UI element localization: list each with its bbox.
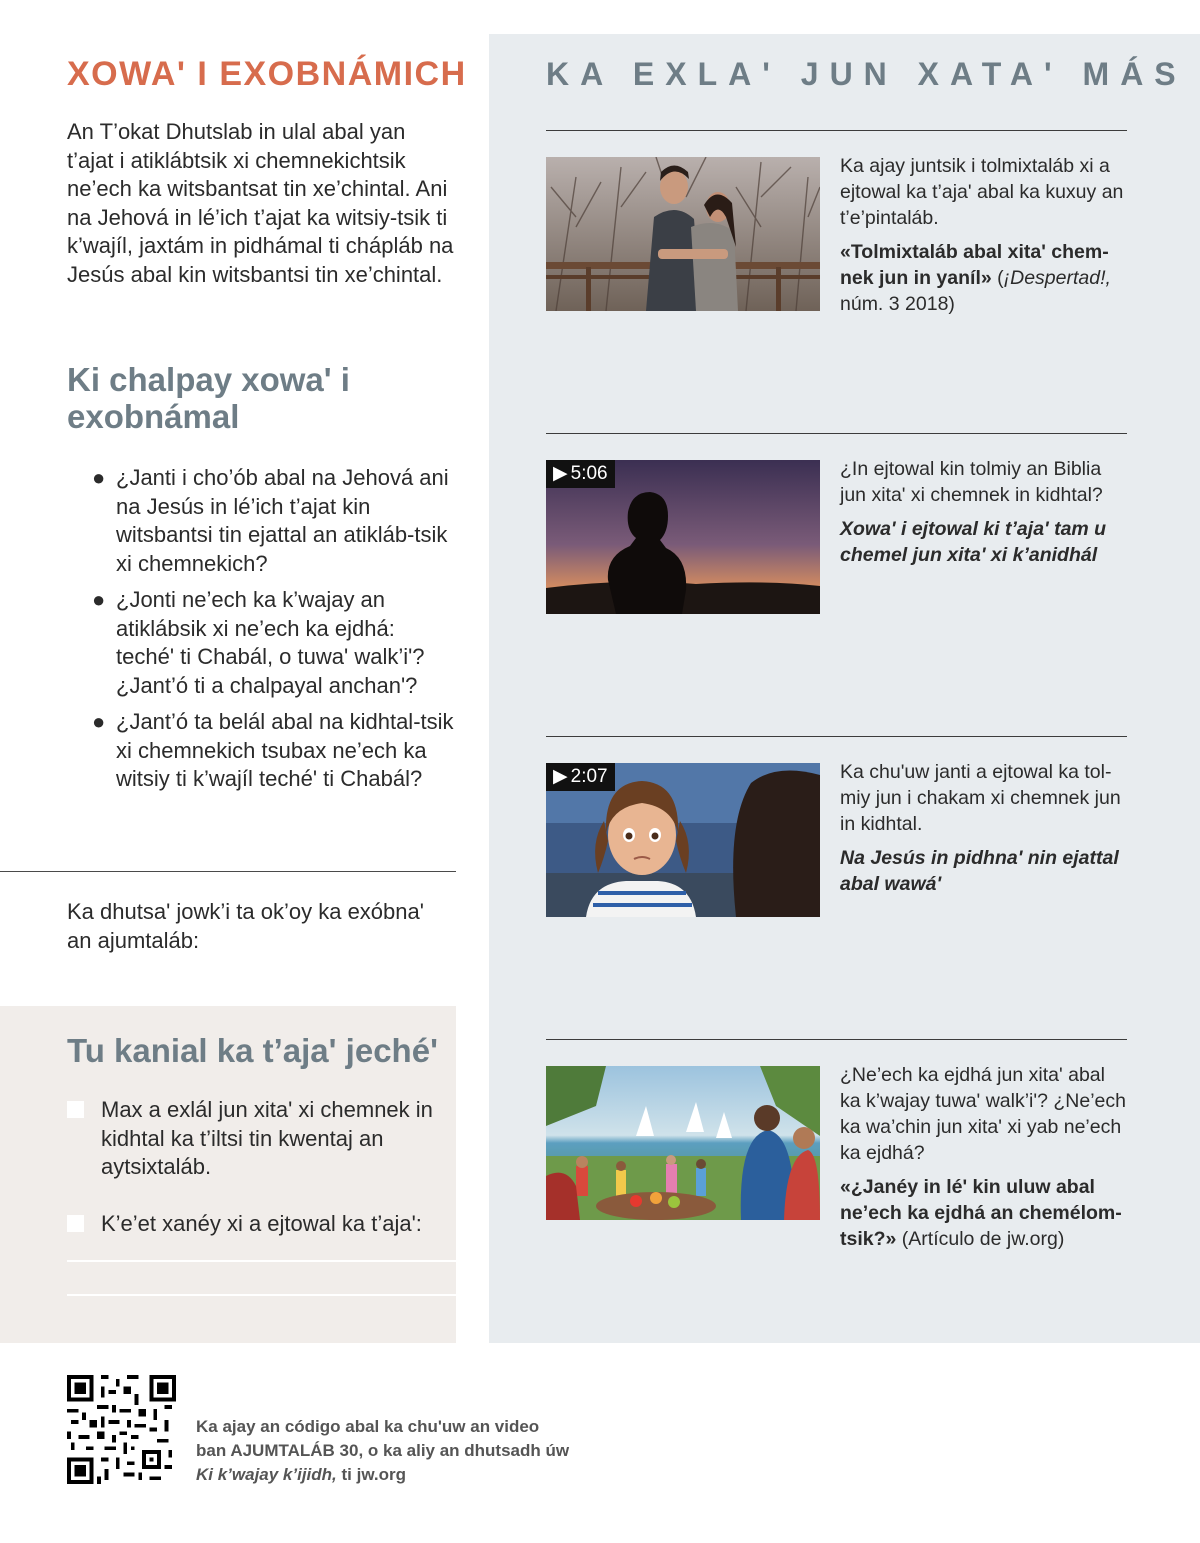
checkbox[interactable]	[67, 1215, 84, 1232]
review-question: ● ¿Janti i cho’ób abal na Jehová ani na Jesús in lé’ich t’ajat kin witsbantsi tin ejattal an atikláb-tsik xi chemnekich?	[92, 465, 449, 576]
lesson-title: XOWA' I EXOBNÁMICH	[67, 55, 467, 93]
video-duration-badge: ▶ 2:07	[546, 763, 615, 791]
video-duration-badge: ▶ 5:06	[546, 460, 615, 488]
review-question: ● ¿Jant’ó ta belál abal na kidhtal-tsik xi chemnekich tsubax ne’ech ka witsiy ti k’wajíl teché' ti Chabál?	[92, 709, 454, 791]
item-4-text: ¿Ne’ech ka ejdhá jun xita' abal ka k’wajay tuwa' walk’i'? ¿Ne’ech ka wa’chin jun xita' xi yab ne’ech ka ejdhá?	[840, 1064, 1126, 1164]
item-1-reference[interactable]: «Tolmixtaláb abal xita' chem-nek jun in yaníl» (¡Despertad!, núm. 3 2018)	[840, 241, 1111, 315]
bullet-icon: ●	[92, 465, 106, 490]
review-heading: Ki chalpay xowa' i exobnámal	[67, 361, 350, 435]
item-3-text: Ka chu'uw janti a ejtowal ka tol-miy jun i chakam xi chemnek jun in kidhtal.	[840, 761, 1121, 835]
play-icon: ▶	[553, 463, 568, 484]
item-3-desc	[840, 759, 1130, 897]
challenge-item[interactable]	[67, 1210, 447, 1239]
challenge-item-text: K’e’et xanéy xi a ejtowal ka t’aja':	[101, 1211, 422, 1236]
item-1-text: Ka ajay juntsik i tolmixtaláb xi a ejtowal ka t’aja' abal ka kuxuy an t’e’pintaláb.	[840, 155, 1124, 229]
item-2-desc	[840, 456, 1130, 568]
play-icon: ▶	[553, 766, 568, 787]
item-4-desc	[840, 1062, 1130, 1252]
qr-code[interactable]	[67, 1375, 176, 1484]
write-line	[67, 1260, 456, 1262]
item-rule	[546, 433, 1127, 434]
review-questions	[92, 464, 457, 802]
item-4-reference[interactable]: «¿Janéy in lé' kin uluw abal ne’ech ka ejdhá an chemélom-tsik?» (Artículo de jw.org)	[840, 1176, 1122, 1250]
section-divider	[0, 871, 456, 872]
challenge-title: Tu kanial ka t’aja' jeché'	[67, 1032, 438, 1069]
item-1-ref-title[interactable]: «Tolmixtaláb abal xita' chem-nek jun in yaníl»	[840, 241, 1109, 289]
paradise-illustration[interactable]	[546, 1066, 820, 1220]
couple-photo[interactable]	[546, 157, 820, 311]
related-title: KA EXLA' JUN XATA' MÁS	[546, 56, 1187, 92]
video-thumbnail-sunset[interactable]	[546, 460, 820, 614]
footer-instructions: Ka ajay an código abal ka chu'uw an video ban AJUMTALÁB 30, o ka aliy an dhutsadh úw Ki k’wajay k’ijidh, ti jw.org	[196, 1417, 570, 1484]
item-2-ref-title[interactable]: Xowa' i ejtowal ki t’aja' tam u chemel jun xita' xi k’anidhál	[840, 518, 1107, 566]
item-rule	[546, 130, 1127, 131]
item-2-text: ¿In ejtowal kin tolmiy an Biblia jun xita' xi chemnek in kidhtal?	[840, 458, 1103, 506]
bullet-icon: ●	[92, 587, 106, 612]
video-thumbnail-girl[interactable]	[546, 763, 820, 917]
challenge-item[interactable]	[67, 1096, 447, 1182]
item-4-ref-title[interactable]: «¿Janéy in lé' kin uluw abal ne’ech ka ejdhá an chemélom-tsik?»	[840, 1176, 1122, 1250]
checkbox[interactable]	[67, 1101, 84, 1118]
intro-paragraph: An T’okat Dhutslab in ulal abal yan t’ajat i atiklábtsik xi chemnekichtsik ne’ech ka witsbantsat tin xe’chintal. Ani na Jehová in lé’ich t’ajat ka witsiy-tsik ti k’wajíl, jaxtám in pidhámal ti chápláb na Jesús abal kin witsbantsi tin xe’chintal.	[67, 119, 454, 287]
item-rule	[546, 736, 1127, 737]
write-line	[67, 1294, 456, 1296]
bullet-icon: ●	[92, 709, 106, 734]
challenge-item-text: Max a exlál jun xita' xi chemnek in kidhtal ka t’iltsi tin kwentaj an aytsixtaláb.	[101, 1097, 433, 1179]
review-question: ● ¿Jonti ne’ech ka k’wajay an atiklábsik xi ne’ech ka ejdhá: teché' ti Chabál, o tuwa' walk’i'? ¿Jant’ó ti a chalpayal anchan'?	[92, 587, 425, 698]
item-1-desc	[840, 153, 1130, 317]
item-3-ref-title[interactable]: Na Jesús in pidhna' nin ejattal abal wawá'	[840, 847, 1119, 895]
summary-note: Ka dhutsa' jowk’i ta ok’oy ka exóbna' an ajumtaláb:	[67, 899, 424, 953]
item-rule	[546, 1039, 1127, 1040]
challenge-box	[0, 1006, 456, 1343]
